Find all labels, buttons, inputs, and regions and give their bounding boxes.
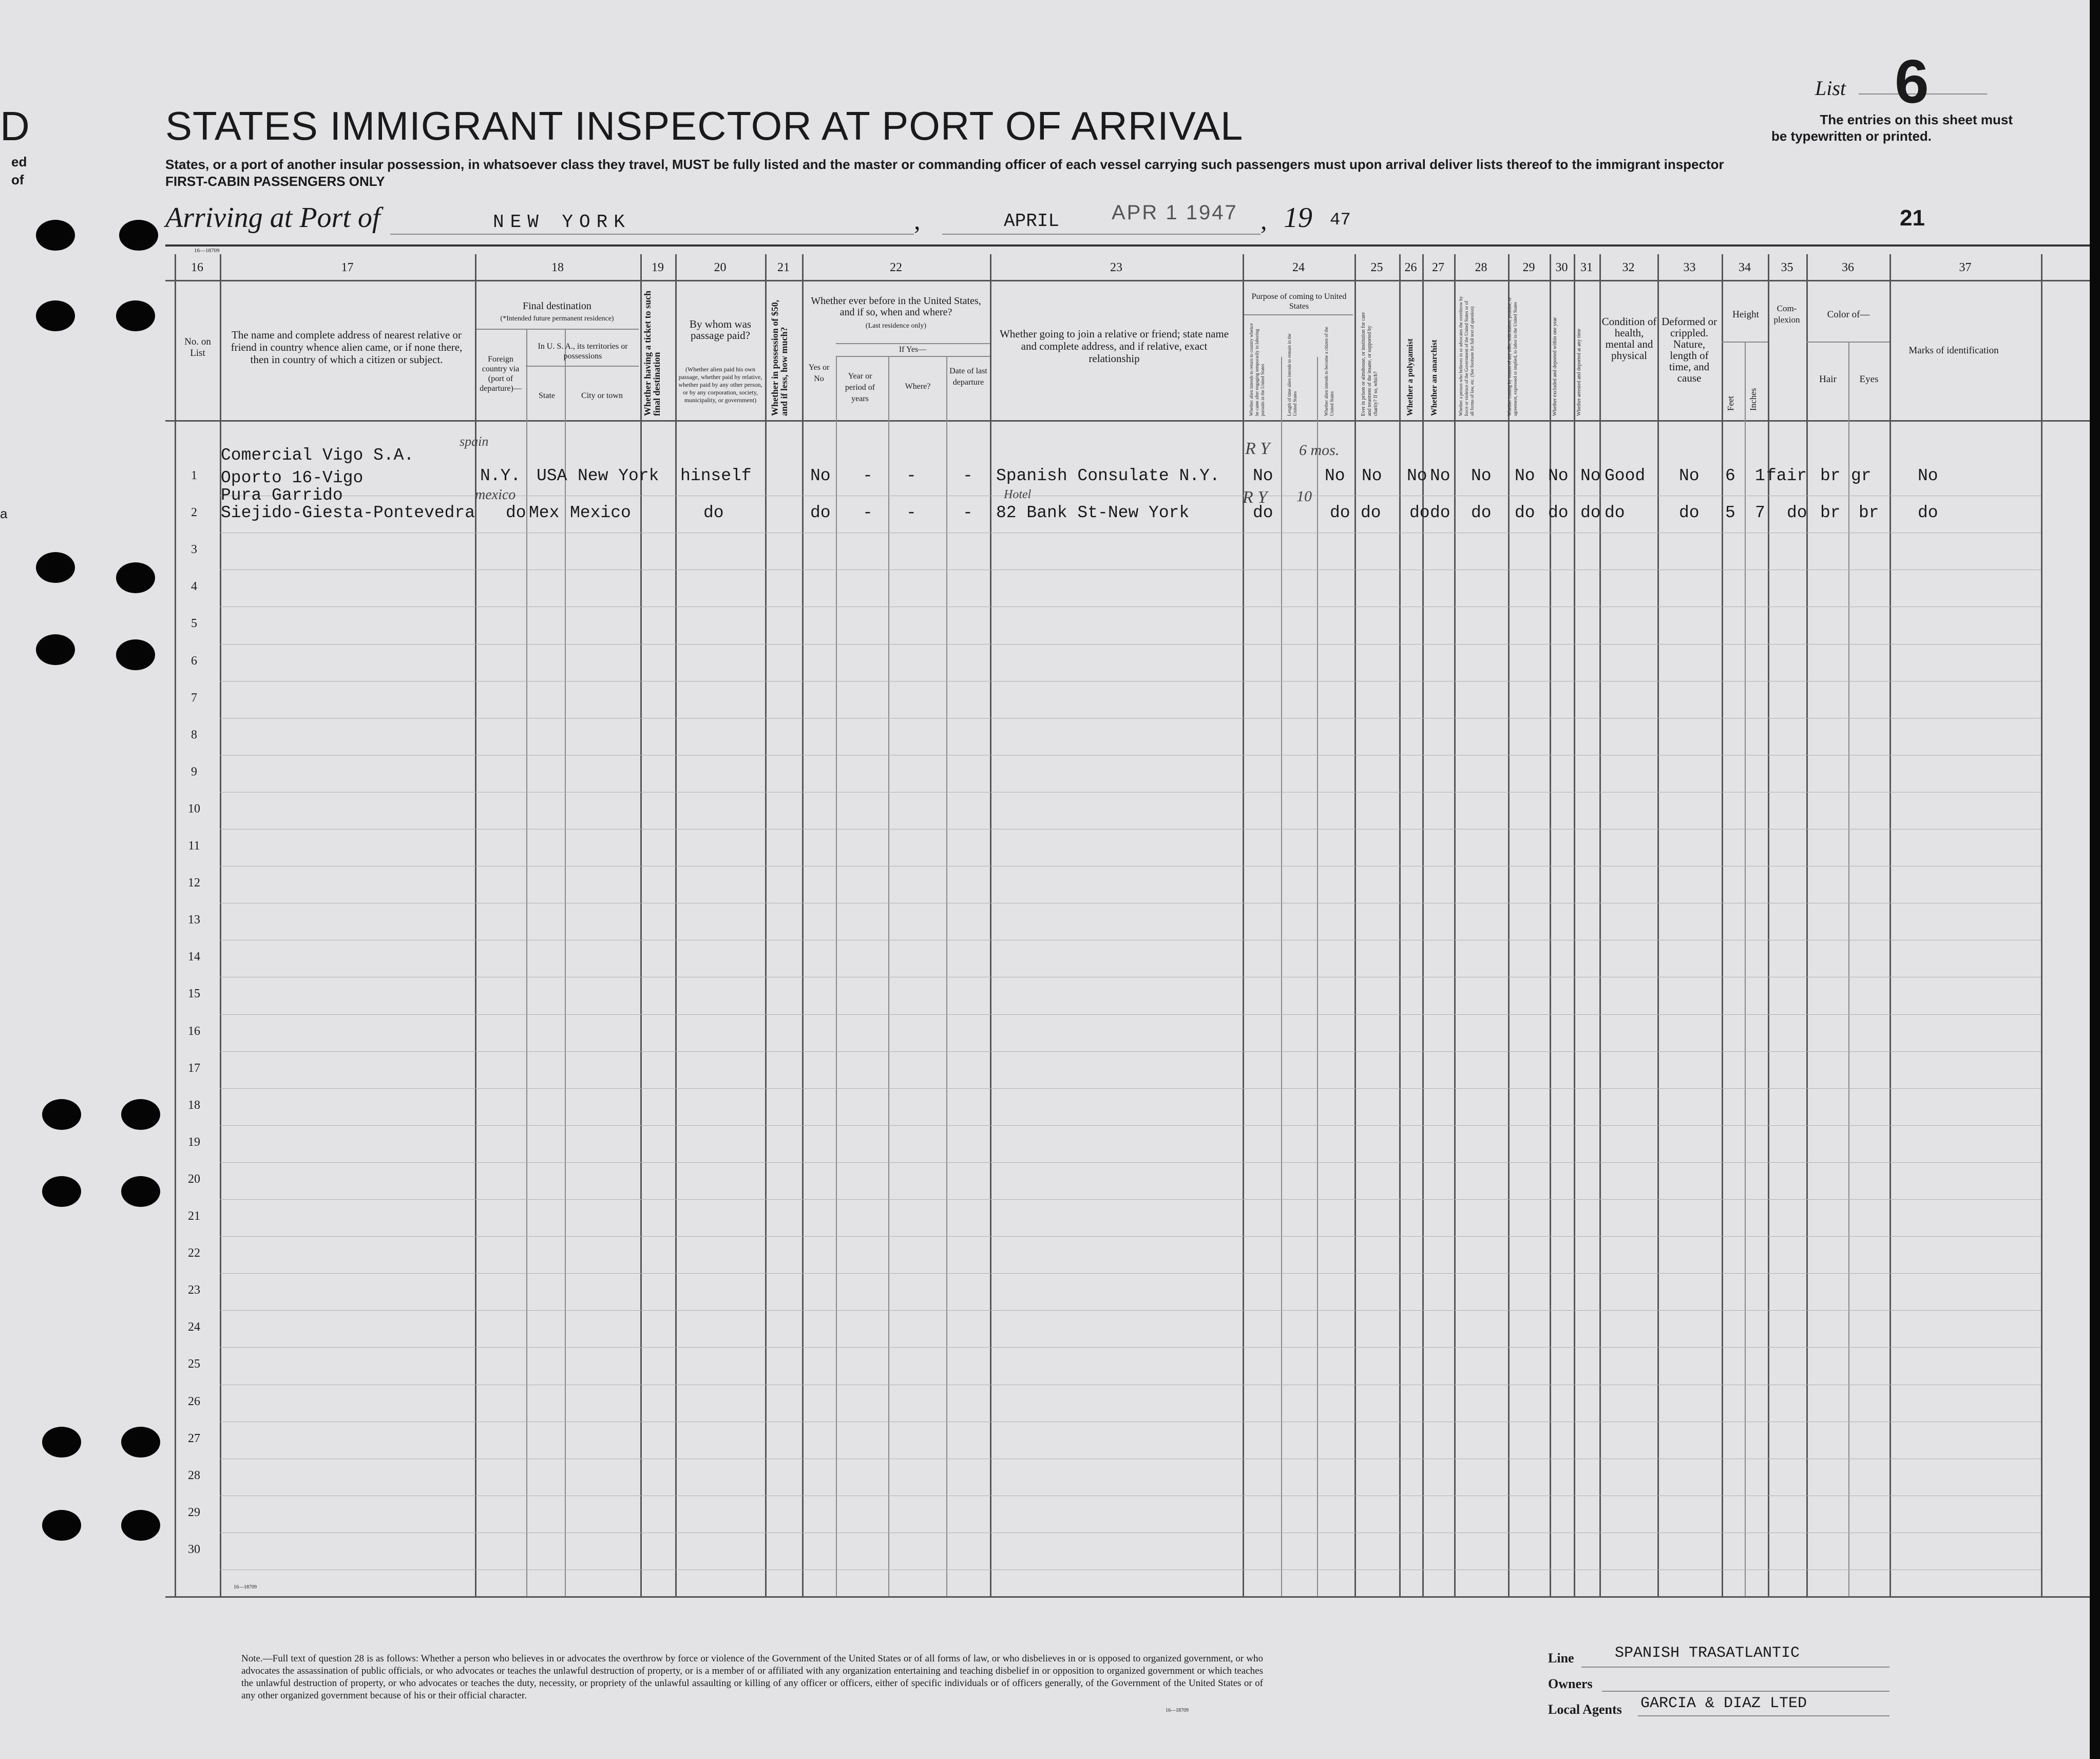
form-code: 16—18709 <box>194 248 220 254</box>
entry1-address-line2: Oporto 16-Vigo <box>221 468 364 487</box>
entry1-purpose-note: R Y <box>1245 439 1270 458</box>
col21-header: Whether in possession of $50, and if less, how much? <box>770 299 789 416</box>
entry1-col25: No <box>1362 466 1382 485</box>
punch-hole-icon <box>36 220 75 251</box>
arrival-month: APRIL <box>1004 211 1060 232</box>
column-number-24: 24 <box>1292 261 1305 274</box>
table-row <box>220 1088 2041 1089</box>
col33-header: Deformed or crippled. Nature, length of time, and cause <box>1662 315 1717 384</box>
entry1-col30: No <box>1548 466 1569 485</box>
list-label: List <box>1815 77 1846 100</box>
comma-2: , <box>1261 206 1267 235</box>
row-number: 14 <box>188 950 200 964</box>
punch-hole-icon <box>121 1176 160 1207</box>
row-number: 15 <box>188 987 200 1001</box>
entry1-hair: br <box>1820 466 1841 485</box>
column-rule <box>565 330 566 1596</box>
edge-fragment-letter: D <box>0 103 30 149</box>
col26-header: Whether a polygamist <box>1406 338 1415 416</box>
entry1-col31: No <box>1580 466 1601 485</box>
col22-where: Where? <box>905 382 931 391</box>
col22-header: Whether ever before in the United States, and if so, when and where? <box>811 295 981 318</box>
row-number: 1 <box>191 469 197 482</box>
column-rule <box>1550 254 1551 1596</box>
row-number: 7 <box>191 691 197 705</box>
col29-header: Whether coming by reason of any offer, solicitation, promise, or agreement, expressed or implied, to labor in the United States <box>1507 297 1518 416</box>
entry2-inches: 7 <box>1755 503 1765 522</box>
entry2-hair: br <box>1820 503 1841 522</box>
column-number-23: 23 <box>1110 261 1122 274</box>
column-rule <box>640 254 642 1596</box>
table-row <box>220 1014 2041 1015</box>
punch-hole-icon <box>119 220 158 251</box>
year-prefix: 19 <box>1284 202 1312 234</box>
column-rule <box>1354 254 1356 1596</box>
row-number: 3 <box>191 543 197 557</box>
entry1-health: Good <box>1605 466 1646 485</box>
table-row <box>220 1162 2041 1163</box>
entry2-col25: do <box>1361 503 1381 522</box>
edge-fragment-2: of <box>11 172 24 187</box>
comma-1: , <box>914 206 921 235</box>
column-rule <box>1454 254 1456 1596</box>
entry1-col27: No <box>1430 466 1450 485</box>
entry2-col27: do <box>1430 503 1450 522</box>
entry1-paid-by: hinself <box>680 466 752 485</box>
entry2-address-line1: Pura Garrido <box>221 486 343 505</box>
table-top-rule <box>165 244 2090 247</box>
col28-header: Whether a person who believes in or advocates the overthrow by force or violence of the Government of the United States or of all forms of law, etc. (See footnote for full text of question) <box>1458 296 1475 416</box>
column-number-35: 35 <box>1781 261 1793 274</box>
edge-fragment-3: a <box>0 506 8 521</box>
column-rule <box>1508 254 1510 1596</box>
column-rule <box>1657 254 1659 1596</box>
col34-feet: Feet <box>1726 395 1735 411</box>
punch-hole-icon <box>36 634 75 665</box>
column-number-19: 19 <box>652 261 664 274</box>
entries-note-2: be typewritten or printed. <box>1771 128 1932 144</box>
entry1-deformed: No <box>1679 466 1700 485</box>
page-title: STATES IMMIGRANT INSPECTOR AT PORT OF ARRIVAL <box>165 103 1244 148</box>
col20-subheader: (Whether alien paid his own passage, whether paid by relative, whether paid by any other person, or by any corporation, society, municipality, or government) <box>678 366 762 404</box>
column-rule <box>802 254 804 1596</box>
row-number: 16 <box>188 1024 200 1038</box>
col24-a-header: Whether alien intends to return to country whence he came after engaging temporarily in laboring pursuits in the United States <box>1249 323 1265 416</box>
row-number: 28 <box>188 1468 200 1482</box>
column-rule <box>475 254 476 1596</box>
punch-hole-icon <box>116 300 155 331</box>
entry2-purpose: do <box>1253 503 1273 522</box>
punch-hole-icon <box>121 1427 160 1458</box>
owners-label: Owners <box>1548 1676 1593 1691</box>
column-rule <box>675 254 677 1596</box>
column-rule <box>1889 254 1891 1596</box>
arriving-label: Arriving at Port of <box>165 202 380 234</box>
row-number: 4 <box>191 580 197 594</box>
row-number: 6 <box>191 654 197 668</box>
arrival-port: NEW YORK <box>493 212 631 233</box>
entry1-foreign-port: N.Y. <box>480 466 521 485</box>
table-row <box>220 644 2041 645</box>
col25-header: Ever in prison or almshouse, or institution for care and treatment of the insane, or supported by charity? If so, which? <box>1361 312 1379 416</box>
col18-city-header: City or town <box>581 391 623 400</box>
entry2-col30: do <box>1548 503 1569 522</box>
col30-header: Whether excluded and deported within one year <box>1552 317 1558 416</box>
entry1-complexion: fair <box>1766 466 1807 485</box>
column-number-16: 16 <box>191 261 203 274</box>
entry2-deformed: do <box>1679 503 1700 522</box>
agents-label: Local Agents <box>1548 1702 1622 1717</box>
column-number-22: 22 <box>890 261 902 274</box>
col20-header: By whom was passage paid? <box>689 318 752 342</box>
entry1-date: - <box>963 466 973 485</box>
col34-header: Height <box>1732 309 1759 320</box>
entry2-marks: do <box>1918 503 1938 522</box>
col22-ifyes: If Yes— <box>899 345 927 354</box>
column-rule <box>1574 254 1575 1596</box>
column-rule <box>1806 254 1808 1596</box>
entry1-where: - <box>906 466 917 485</box>
row-number: 9 <box>191 765 197 779</box>
entry2-before: do <box>810 503 831 522</box>
punch-hole-icon <box>121 1099 160 1130</box>
entry2-year: - <box>863 503 873 522</box>
column-number-27: 27 <box>1432 261 1444 274</box>
entry1-state: USA <box>537 466 567 485</box>
column-number-18: 18 <box>551 261 564 274</box>
column-rule <box>526 330 527 1596</box>
col22-date: Date of last departure <box>949 367 987 387</box>
table-row <box>220 1125 2041 1126</box>
entry2-paid-by: do <box>703 503 724 522</box>
col24-b-header: Length of time alien intends to remain in the United States <box>1287 333 1297 416</box>
entry1-citizen: No <box>1325 466 1345 485</box>
column-number-36: 36 <box>1842 261 1854 274</box>
row-number: 5 <box>191 617 197 631</box>
footer-note: Note.—Full text of question 28 is as follows: Whether a person who believes in or advocates the overthrow by force or violence of the Government of the United States or of all forms of law, or who disbelieves in or is opposed to organized government, or who advocates the assassination of public officials, or who advocates or teaches the unlawful destruction of property, or is a member of or affiliated with any organization entertaining and teaching disbelief in or opposition to organized government or which teaches the unlawful destruction of property, or who advocates or teaches the duty, necessity, or propriety of the unlawful assaulting or killing of any officer or officers, either of specific individuals or of officers generally, of the Government of the United States or of any other organized government because of his or their official character. <box>241 1653 1263 1701</box>
column-number-33: 33 <box>1683 261 1696 274</box>
entry1-feet: 6 <box>1725 466 1735 485</box>
column-number-28: 28 <box>1475 261 1487 274</box>
form-code-bottom: 16—18709 <box>234 1584 257 1590</box>
column-rule <box>765 254 767 1596</box>
punch-hole-icon <box>42 1510 81 1541</box>
row-number: 29 <box>188 1505 200 1519</box>
col18-subheader: (*Intended future permanent residence) <box>500 315 614 323</box>
entry2-col26: do <box>1409 503 1430 522</box>
col31-header: Whether arrested and deported at any time <box>1576 329 1582 416</box>
column-rule <box>990 254 991 1596</box>
col36-header: Color of— <box>1827 309 1870 320</box>
table-row <box>220 1273 2041 1274</box>
row-number: 20 <box>188 1172 200 1186</box>
col19-header: Whether having a ticket to such final destination <box>642 290 662 416</box>
column-number-21: 21 <box>777 261 790 274</box>
punch-hole-icon <box>42 1427 81 1458</box>
table-row <box>220 1236 2041 1237</box>
table-row <box>220 1051 2041 1052</box>
entry2-citizen: do <box>1330 503 1350 522</box>
row-number: 11 <box>188 839 200 853</box>
col27-header: Whether an anarchist <box>1430 339 1439 416</box>
column-rule <box>1599 254 1601 1596</box>
column-number-20: 20 <box>714 261 727 274</box>
entry2-col29: do <box>1515 503 1535 522</box>
row-number: 8 <box>191 728 197 742</box>
col22-subheader: (Last residence only) <box>865 322 927 330</box>
entry1-col26: No <box>1407 466 1427 485</box>
col18-header: Final destination <box>523 300 591 312</box>
agents-value: GARCIA & DIAZ LTED <box>1640 1695 1807 1712</box>
column-number-31: 31 <box>1580 261 1593 274</box>
header-instruction: States, or a port of another insular possession, in whatsoever class they travel, MUST be fully listed and the master or commanding officer of each vessel carrying such passengers must upon arrival deliver lists thereof to the immigrant inspector <box>165 157 1724 172</box>
col36-eyes: Eyes <box>1859 374 1879 385</box>
col16-header: No. on List <box>184 336 211 358</box>
col18-foreign-header: Foreign country via (port of departure)— <box>480 355 522 393</box>
form-code-footer: 16—18709 <box>1166 1708 1189 1713</box>
entry1-relative: Spanish Consulate N.Y. <box>996 466 1220 485</box>
entry1-year: - <box>863 466 873 485</box>
entry2-state: Mex <box>529 503 560 522</box>
entry2-handnote: mexico <box>475 487 516 503</box>
row-number: 27 <box>188 1431 200 1445</box>
entry1-col28: No <box>1471 466 1492 485</box>
entry1-col29: No <box>1515 466 1535 485</box>
entry1-before: No <box>810 466 831 485</box>
entry2-address-line2: Siejido-Giesta-Pontevedra <box>221 503 475 522</box>
col24-c-header: Whether alien intends to become a citizen of the United States <box>1324 327 1334 416</box>
column-rule <box>1722 254 1723 1596</box>
entry1-city: New York <box>578 466 659 485</box>
column-number-32: 32 <box>1622 261 1635 274</box>
punch-hole-icon <box>42 1176 81 1207</box>
col18-usa-header: In U. S. A., its territories or possessions <box>538 342 628 361</box>
line-label: Line <box>1548 1651 1574 1666</box>
entry2-date: - <box>963 503 973 522</box>
header-class: FIRST-CABIN PASSENGERS ONLY <box>165 174 385 189</box>
col24-header: Purpose of coming to United States <box>1251 292 1347 311</box>
col18-state-header: State <box>539 391 555 400</box>
entry2-complexion: do <box>1787 503 1807 522</box>
entry2-col28: do <box>1471 503 1492 522</box>
col36-hair: Hair <box>1819 374 1837 385</box>
entry2-length-note: 10 <box>1296 488 1312 505</box>
table-left-rule <box>175 254 176 1597</box>
entry2-where: - <box>906 503 917 522</box>
column-number-34: 34 <box>1739 261 1751 274</box>
entry2-feet: 5 <box>1725 503 1735 522</box>
entry1-inches: 1 <box>1755 466 1765 485</box>
col32-header: Condition of health, mental and physical <box>1601 315 1657 362</box>
column-rule <box>1399 254 1401 1596</box>
punch-hole-icon <box>42 1099 81 1130</box>
table-row <box>220 1569 2041 1570</box>
entry1-handnote: spain <box>460 434 489 449</box>
entry2-foreign-port: do <box>506 503 526 522</box>
row-number: 30 <box>188 1542 200 1556</box>
col35-header: Com- plexion <box>1773 304 1800 325</box>
column-number-37: 37 <box>1959 261 1972 274</box>
column-rule <box>1745 343 1746 1596</box>
column-number-17: 17 <box>341 261 354 274</box>
col17-header: The name and complete address of nearest relative or friend in country whence alien came, or if none there, then in country of which a citizen or subject. <box>231 329 463 366</box>
row-number: 19 <box>188 1135 200 1149</box>
row-number: 23 <box>188 1283 200 1297</box>
row-number: 25 <box>188 1357 200 1371</box>
table-row <box>220 1199 2041 1200</box>
row-number: 17 <box>188 1061 200 1075</box>
punch-hole-icon <box>36 552 75 583</box>
row-number: 18 <box>188 1098 200 1112</box>
entry2-health: do <box>1605 503 1625 522</box>
line-value: SPANISH TRASATLANTIC <box>1615 1644 1800 1662</box>
row-number: 24 <box>188 1320 200 1334</box>
entry1-purpose: No <box>1253 466 1273 485</box>
table-row <box>220 1347 2041 1348</box>
entry2-col31: do <box>1580 503 1601 522</box>
entries-note-1: The entries on this sheet must <box>1820 112 2013 127</box>
entry2-city: Mexico <box>570 503 631 522</box>
table-row <box>220 1310 2041 1311</box>
column-number-30: 30 <box>1555 261 1568 274</box>
punch-hole-icon <box>116 639 155 670</box>
col37-header: Marks of identification <box>1908 345 1999 356</box>
punch-hole-icon <box>36 300 75 331</box>
entry2-purpose-note: R Y <box>1243 488 1268 507</box>
date-stamp: APR 1 1947 <box>1112 201 1238 224</box>
column-rule <box>2041 254 2042 1596</box>
row-number: 22 <box>188 1246 200 1260</box>
col22-year: Year or period of years <box>845 372 875 403</box>
punch-hole-icon <box>121 1510 160 1541</box>
entry1-address-line1: Comercial Vigo S.A. <box>221 446 414 465</box>
column-rule <box>1243 254 1244 1596</box>
row-number: 10 <box>188 802 200 816</box>
entry2-eyes: br <box>1859 503 1879 522</box>
column-number-29: 29 <box>1522 261 1535 274</box>
row-number: 13 <box>188 913 200 927</box>
entry2-relative: 82 Bank St-New York <box>996 503 1190 522</box>
punch-hole-icon <box>116 562 155 593</box>
column-rule <box>1422 254 1424 1596</box>
list-number: 6 <box>1895 47 1929 116</box>
column-rule <box>1848 343 1849 1596</box>
page-number: 21 <box>1900 205 1925 231</box>
row-number: 12 <box>188 876 200 890</box>
column-rule <box>1768 254 1769 1596</box>
entry1-eyes: gr <box>1851 466 1872 485</box>
table-row <box>220 681 2041 682</box>
col23-header: Whether going to join a relative or friend; state name and complete address, and if relative, exact relationship <box>999 328 1229 365</box>
year-suffix: 47 <box>1330 211 1351 230</box>
edge-fragment-1: ed <box>11 154 27 169</box>
row-number: 2 <box>191 506 197 520</box>
entry1-marks: No <box>1918 466 1938 485</box>
column-number-25: 25 <box>1370 261 1383 274</box>
entry2-relative-note: Hotel <box>1004 488 1032 501</box>
row-number: 26 <box>188 1394 200 1408</box>
row-number: 21 <box>188 1209 200 1223</box>
entry1-length-note: 6 mos. <box>1299 442 1340 459</box>
column-number-26: 26 <box>1404 261 1417 274</box>
col22-yesno: Yes or No <box>808 363 830 383</box>
col34-inches: Inches <box>1748 388 1758 411</box>
